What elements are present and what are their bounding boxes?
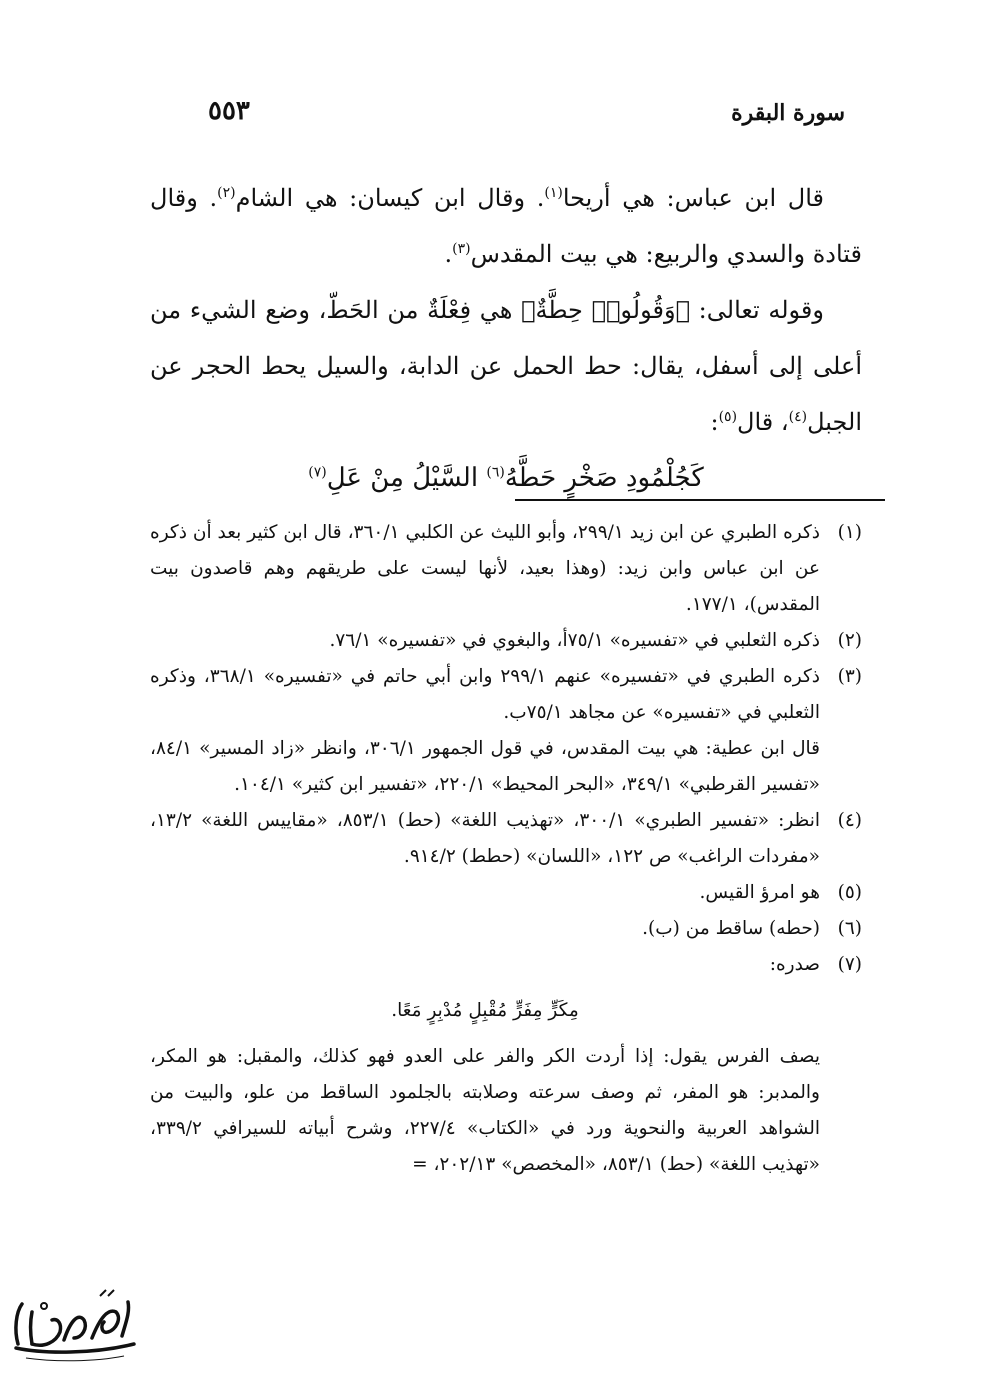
footnote-4 [150,803,862,875]
footnote-text: هو امرؤ القيس. [699,882,820,903]
footnote-5 [150,875,862,911]
footnote-ref-7[interactable]: (٧) [308,464,327,481]
footnote-ref-1[interactable]: (١) [544,185,563,201]
paragraph-2: وقوله تعالى: ﴿وَقُولُوا۟ حِطَّةٌ﴾ هي فِعْلَةٌ من الحَطّ، وضع الشيء من أعلى إلى أسفل، يقال: حط الحمل عن الدابة، والسيل يحط الحجر عن الجبل$^{(٤)}$، قال$^{(٥)}$: [150,296,862,436]
footnote-ref-3[interactable]: (٣) [452,241,471,257]
footnote-1 [150,515,862,623]
footnote-3-continuation: قال ابن عطية: هي بيت المقدس، في قول الجمهور ٣٠٦/١، وانظر «زاد المسير» ٨٤/١، «تفسير القرطبي» ٣٤٩/١، «البحر المحيط» ٢٢٠/١، «تفسير ابن كثير» ١٠٤/١. [150,738,820,795]
footnote-6 [150,911,862,947]
footnote-number: (٥) [837,882,862,903]
footnote-number: (٦) [837,918,862,939]
footnote-2 [150,623,862,659]
footnote-text: انظر: «تفسير الطبري» ٣٠٠/١، «تهذيب اللغة» (حط) ٨٥٣/١، «مقاييس اللغة» ١٣/٢، «مفردات الراغب» ص ١٢٢، «اللسان» (حطط) ٩١٤/٢. [150,810,820,867]
footnote-7 [150,947,862,983]
poetry-verse: كَجُلْمُودِ صَخْرٍ حَطَّهُ$^{(٦)}$ السَّيْلُ مِنْ عَلِ$^{(٧)}$ [308,463,704,493]
watermark-logo [4,1282,144,1364]
footnotes [150,515,862,1183]
footnote-text: صدره: [769,954,820,975]
footnote-7-continuation: يصف الفرس يقول: إذا أردت الكر والفر على العدو فهو كذلك، والمقبل: هو المكر، والمدبر: هو المفر، ثم وصف سرعته وصلابته بالجلمود الساقط من علو، والبيت من الشواهد العربية والنحوية ورد في «الكتاب» ٢٢٧/٤، وشرح أبياته للسيرافي ٣٣٩/٢، «تهذيب اللغة» (حط) ٨٥٣/١، «المخصص» ٢٠٢/١٣، = [150,1046,820,1175]
footnote-number: (١) [837,522,862,543]
footnote-ref-4[interactable]: (٤) [788,409,808,425]
main-text [150,170,862,506]
footnote-text: ذكره الطبري في «تفسيره» عنهم ٢٩٩/١ وابن أبي حاتم في «تفسيره» ٣٦٨/١، وذكره الثعلبي في «تفسيره» عن مجاهد ٧٥/١ب. [150,666,820,723]
footnote-number: (٣) [837,666,862,687]
footnote-ref-5[interactable]: (٥) [718,409,738,425]
footnote-text: ذكره الطبري عن ابن زيد ٢٩٩/١، وأبو الليث عن الكلبي ٣٦٠/١، قال ابن كثير بعد أن ذكره عن ابن عباس وابن زيد: (وهذا بعيد، لأنها ليست على طريقهم وهم قاصدون بيت المقدس)، ١٧٧/١. [150,522,821,615]
footnote-number: (٤) [837,810,862,831]
page-number: ٥٥٣ [208,96,250,126]
footnote-ref-6[interactable]: (٦) [486,464,505,481]
footnote-3 [150,659,862,731]
footnote-number: (٧) [837,954,862,975]
running-header-title: سورة البقرة [731,100,845,126]
footnote-text: (حطه) ساقط من (ب). [642,918,820,939]
paragraph-1: قال ابن عباس: هي أريحا$^{(١)}$. وقال ابن كيسان: هي الشام$^{(٢)}$. وقال قتادة والسدي والربيع: هي بيت المقدس$^{(٣)}$. [150,184,862,268]
footnote-7-poem: مِكَرٍّ مِفَرٍّ مُقْبِلٍ مُدْبِرٍ مَعًا. [391,1000,579,1021]
footnote-text: ذكره الثعلبي في «تفسيره» ٧٥/١أ، والبغوي في «تفسيره» ٧٦/١. [329,630,820,651]
footnote-divider [515,499,885,501]
footnote-ref-2[interactable]: (٢) [217,185,236,201]
footnote-number: (٢) [837,630,862,651]
